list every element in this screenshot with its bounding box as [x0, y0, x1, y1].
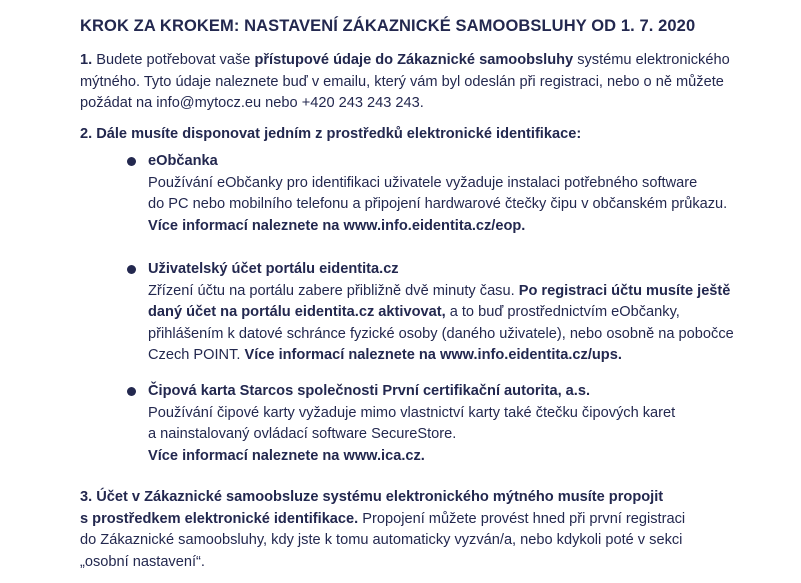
step-1-paragraph [80, 50, 780, 115]
step-3-line-2 [80, 509, 780, 531]
more-info-link-text: Více informací naleznete na www.info.eidentita.cz/eop. [148, 217, 526, 234]
page-title: KROK ZA KROKEM: NASTAVENÍ ZÁKAZNICKÉ SAMOOBSLUHY OD 1. 7. 2020 [80, 17, 696, 35]
step-1-number: 1. [80, 52, 93, 68]
list-item-line [148, 281, 788, 303]
list-item-text: Zřízení účtu na portálu zabere přibližně dvě minuty času. [148, 282, 519, 299]
bullet-icon [127, 265, 136, 274]
step-3-line-3: do Zákaznické samoobsluhy, kdy jste k tomu automaticky vyzván/a, nebo kdykoli poté v sekci [80, 532, 683, 548]
step-1-line-3: požádat na info@mytocz.eu nebo +420 243 243 243. [80, 95, 424, 111]
step-3-line-4: „osobní nastavení“. [80, 553, 205, 570]
list-item-heading: Čipová karta Starcos společnosti První certifikační autorita, a.s. [148, 383, 591, 399]
list-item-bold-text: daný účet na portálu eidentita.cz aktivovat, [148, 304, 446, 320]
bullet-icon [127, 387, 136, 396]
list-item-line [148, 345, 788, 367]
list-item-eidentita-account [148, 259, 788, 367]
list-item-eobcanka [148, 151, 788, 237]
step-3-text: Propojení můžete provést hned při první registraci [358, 510, 686, 527]
step-1-bold-text: přístupové údaje do Zákaznické samoobsluhy [254, 52, 574, 68]
step-3-line-1: 3. Účet v Zákaznické samoobsluze systému elektronického mýtného musíte propojit [80, 489, 664, 505]
list-item-heading: eObčanka [148, 153, 218, 169]
step-1-line-2: mýtného. Tyto údaje naleznete buď v emailu, který vám byl odeslán při registraci, nebo o ně můžete [80, 73, 724, 90]
step-3-paragraph [80, 487, 780, 573]
list-item-line: do PC nebo mobilního telefonu a připojení hardwarové čtečky čipu v občanském průkazu. [148, 196, 728, 212]
step-1-line-1 [80, 50, 780, 72]
step-1-text-b: systému elektronického [573, 52, 730, 68]
step-1-text-a: Budete potřebovat vaše [92, 52, 255, 68]
step-2-heading: 2. Dále musíte disponovat jedním z prostředků elektronické identifikace: [80, 126, 582, 142]
list-item-bold-text: Po registraci účtu musíte ještě [518, 282, 731, 299]
list-item-line [148, 302, 788, 324]
more-info-link-text: Více informací naleznete na www.info.eidentita.cz/ups. [244, 347, 622, 363]
list-item-line: a nainstalovaný ovládací software SecureStore. [148, 426, 457, 442]
list-item-line: Používání eObčanky pro identifikaci uživatele vyžaduje instalaci potřebného software [148, 174, 698, 191]
bullet-icon [127, 157, 136, 166]
more-info-link-text: Více informací naleznete na www.ica.cz. [148, 447, 425, 464]
step-3-bold-text: s prostředkem elektronické identifikace. [80, 510, 359, 527]
list-item-line: Používání čipové karty vyžaduje mimo vlastnictví karty také čtečku čipových karet [148, 404, 676, 421]
list-item-line: přihlášením k datové schránce fyzické osoby (daného uživatele), nebo osobně na pobočce [148, 325, 734, 342]
list-item-heading: Uživatelský účet portálu eidentita.cz [148, 261, 399, 277]
list-item-text: Czech POINT. [148, 347, 245, 363]
list-item-text: a to buď prostřednictvím eObčanky, [445, 304, 680, 320]
list-item-chip-card [148, 381, 788, 467]
